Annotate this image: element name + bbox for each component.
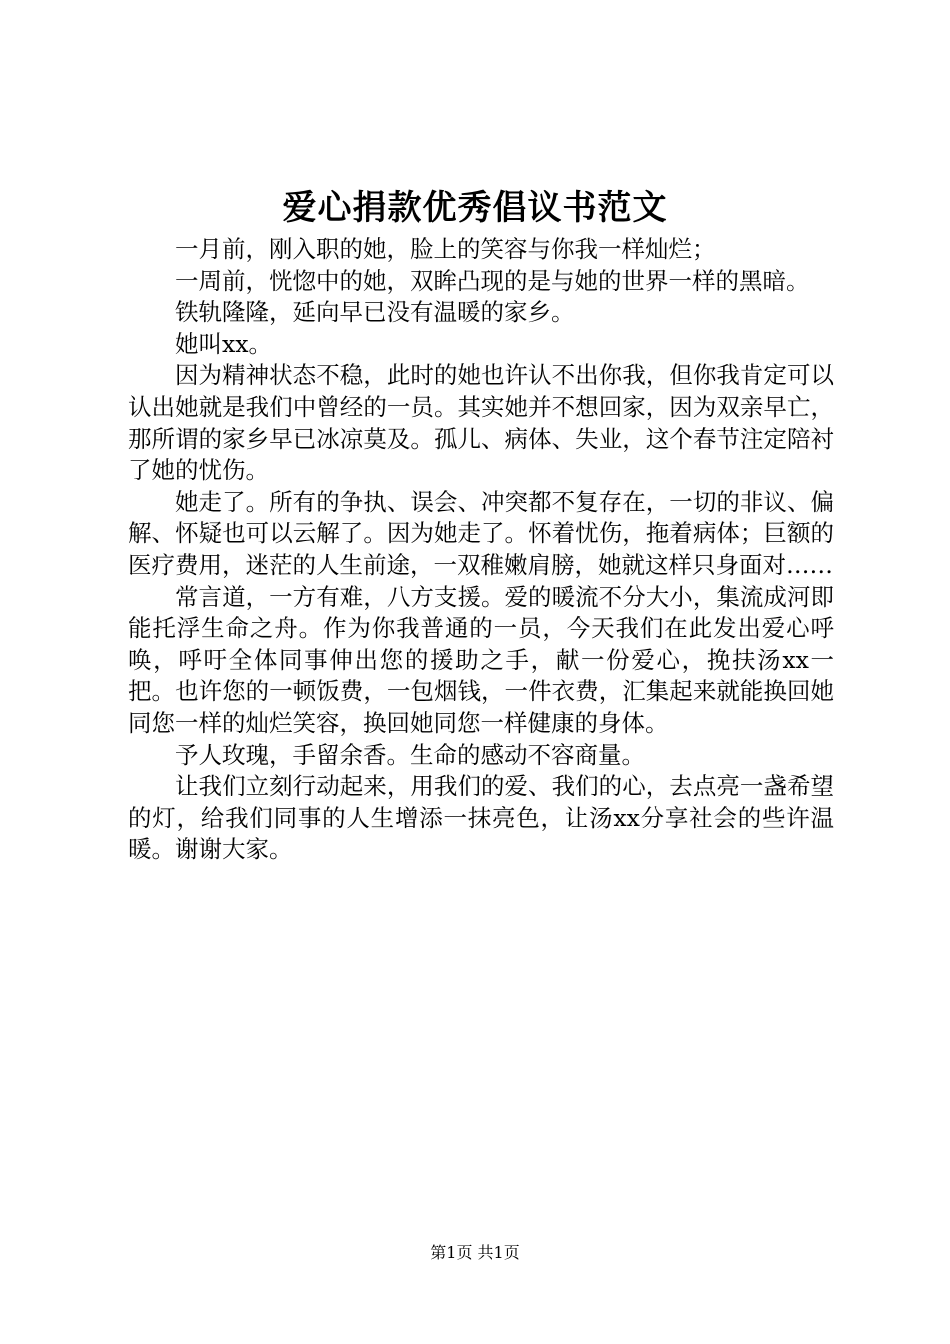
document-body: [128, 234, 834, 866]
paragraph: 让我们立刻行动起来，用我们的爱、我们的心，去点亮一盏希望的灯，给我们同事的人生增添一抹亮色，让汤xx分享社会的些许温暖。谢谢大家。: [128, 772, 834, 864]
paragraph: 一月前，刚入职的她，脸上的笑容与你我一样灿烂；: [175, 235, 716, 263]
paragraph: 一周前，恍惚中的她，双眸凸现的是与她的世界一样的黑暗。: [175, 266, 810, 295]
paragraph: 她走了。所有的争执、误会、冲突都不复存在，一切的非议、偏解、怀疑也可以云解了。因为她走了。怀着忧伤，拖着病体；巨额的医疗费用，迷茫的人生前途，一双稚嫩肩膀，她就这样只身面对……: [128, 487, 834, 579]
document-title: 爱心捐款优秀倡议书范文: [282, 188, 668, 228]
paragraph: 因为精神状态不稳，此时的她也许认不出你我，但你我肯定可以认出她就是我们中曾经的一员。其实她并不想回家，因为双亲早亡，那所谓的家乡早已冰凉莫及。孤儿、病体、失业，这个春节注定陪衬了她的忧伤。: [128, 361, 834, 485]
paragraph: 予人玫瑰，手留余香。生命的感动不容商量。: [175, 740, 645, 769]
page-footer: 第1页 共1页: [430, 1243, 520, 1262]
paragraph: 铁轨隆隆，延向早已没有温暖的家乡。: [175, 298, 575, 327]
paragraph: 她叫xx。: [175, 329, 273, 358]
paragraph: 常言道，一方有难，八方支援。爱的暖流不分大小，集流成河即能托浮生命之舟。作为你我普通的一员，今天我们在此发出爱心呼唤，呼吁全体同事伸出您的援助之手，献一份爱心，挽扶汤xx一把。也许您的一顿饭费，一包烟钱，一件衣费，汇集起来就能换回她同您一样的灿烂笑容，换回她同您一样健康的身体。: [128, 582, 834, 737]
